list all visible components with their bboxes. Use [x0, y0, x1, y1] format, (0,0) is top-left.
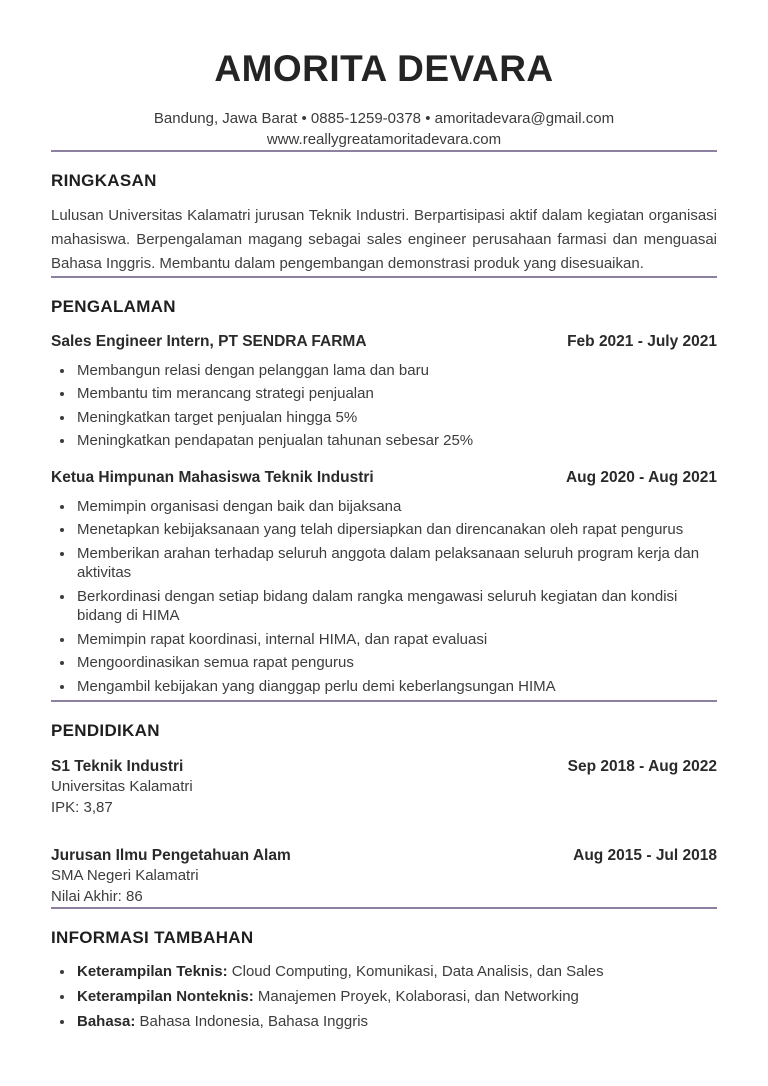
info-text: Manajemen Proyek, Kolaborasi, dan Networking: [253, 988, 579, 1006]
info-label: Bahasa:: [77, 1013, 136, 1031]
education-school: SMA Negeri Kalamatri: [51, 867, 199, 885]
contact-line-2: www.reallygreatamoritadevara.com: [266, 130, 502, 148]
education-score: Nilai Akhir: 86: [51, 887, 143, 905]
summary-body: Lulusan Universitas Kalamatri jurusan Teknik Industri. Berpartisipasi aktif dalam kegiatan organisasi mahasiswa. Berpengalaman magang sebagai sales engineer perusahaan farmasi dan menguasai Bahasa Inggris. Membantu dalam pengembangan demonstrasi produk yang disesuaikan.: [51, 206, 717, 272]
job-bullet: • Memimpin organisasi dengan baik dan bijaksana: [75, 497, 717, 517]
section-education: [51, 721, 717, 907]
job-bullet: • Mengoordinasikan semua rapat pengurus: [75, 653, 717, 673]
education-heading: PENDIDIKAN: [51, 721, 160, 741]
job-entry: [51, 468, 717, 697]
job-bullet: • Berkordinasi dengan setiap bidang dalam rangka mengawasi seluruh kegiatan dan kondisi bidang di HIMA: [75, 587, 717, 626]
section-divider: [51, 907, 717, 909]
resume-header: [51, 50, 717, 150]
contact-line-1: Bandung, Jawa Barat • 0885-1259-0378 • amoritadevara@gmail.com: [153, 109, 615, 127]
info-label: Keterampilan Nonteknis:: [77, 988, 254, 1006]
section-divider: [51, 150, 717, 152]
section-summary: [51, 171, 717, 276]
job-title: Ketua Himpunan Mahasiswa Teknik Industri: [51, 468, 374, 486]
job-bullet: • Memimpin rapat koordinasi, internal HIMA, dan rapat evaluasi: [75, 630, 717, 650]
contact-info: [51, 108, 717, 150]
education-score: IPK: 3,87: [51, 798, 113, 816]
job-header: [51, 468, 717, 488]
job-bullet-list: [51, 361, 717, 451]
job-bullet: • Menetapkan kebijaksanaan yang telah dipersiapkan dan direncanakan oleh rapat pengurus: [75, 520, 717, 540]
info-text: Cloud Computing, Komunikasi, Data Analisis, dan Sales: [227, 963, 604, 981]
education-header: [51, 846, 717, 866]
info-text: Bahasa Indonesia, Bahasa Inggris: [135, 1013, 369, 1031]
section-divider: [51, 700, 717, 702]
summary-heading: RINGKASAN: [51, 170, 157, 190]
additional-info-list: [51, 962, 717, 1032]
job-header: [51, 332, 717, 352]
education-entry: [51, 757, 717, 818]
education-dates: Aug 2015 - Jul 2018: [573, 847, 717, 865]
job-bullet: • Meningkatkan pendapatan penjualan tahunan sebesar 25%: [75, 431, 717, 451]
additional-info-item: [75, 962, 717, 982]
additional-info-item: [75, 987, 717, 1007]
education-entry: [51, 846, 717, 907]
job-bullet: • Mengambil kebijakan yang dianggap perlu demi keberlangsungan HIMA: [75, 677, 717, 697]
job-title: Sales Engineer Intern, PT SENDRA FARMA: [51, 332, 367, 350]
education-degree: Jurusan Ilmu Pengetahuan Alam: [51, 847, 291, 865]
education-degree: S1 Teknik Industri: [51, 758, 184, 776]
education-header: [51, 757, 717, 777]
job-entry: [51, 332, 717, 451]
additional-info-heading: INFORMASI TAMBAHAN: [51, 928, 254, 948]
additional-info-item: [75, 1012, 717, 1032]
section-additional-info: [51, 928, 717, 1032]
section-experience: [51, 297, 717, 697]
job-bullet: • Membantu tim merancang strategi penjualan: [75, 384, 717, 404]
job-dates: Aug 2020 - Aug 2021: [565, 468, 717, 486]
info-label: Keterampilan Teknis:: [77, 963, 228, 981]
section-divider: [51, 276, 717, 278]
resume-name: AMORITA DEVARA: [214, 48, 554, 89]
job-bullet: • Memberikan arahan terhadap seluruh anggota dalam pelaksanaan seluruh program kerja dan aktivitas: [75, 544, 717, 583]
education-dates: Sep 2018 - Aug 2022: [567, 758, 717, 776]
job-dates: Feb 2021 - July 2021: [567, 332, 717, 350]
job-bullet-list: [51, 497, 717, 697]
job-bullet: • Meningkatkan target penjualan hingga 5%: [75, 408, 717, 428]
job-bullet: • Membangun relasi dengan pelanggan lama dan baru: [75, 361, 717, 381]
experience-heading: PENGALAMAN: [51, 296, 176, 316]
education-school: Universitas Kalamatri: [51, 778, 193, 796]
